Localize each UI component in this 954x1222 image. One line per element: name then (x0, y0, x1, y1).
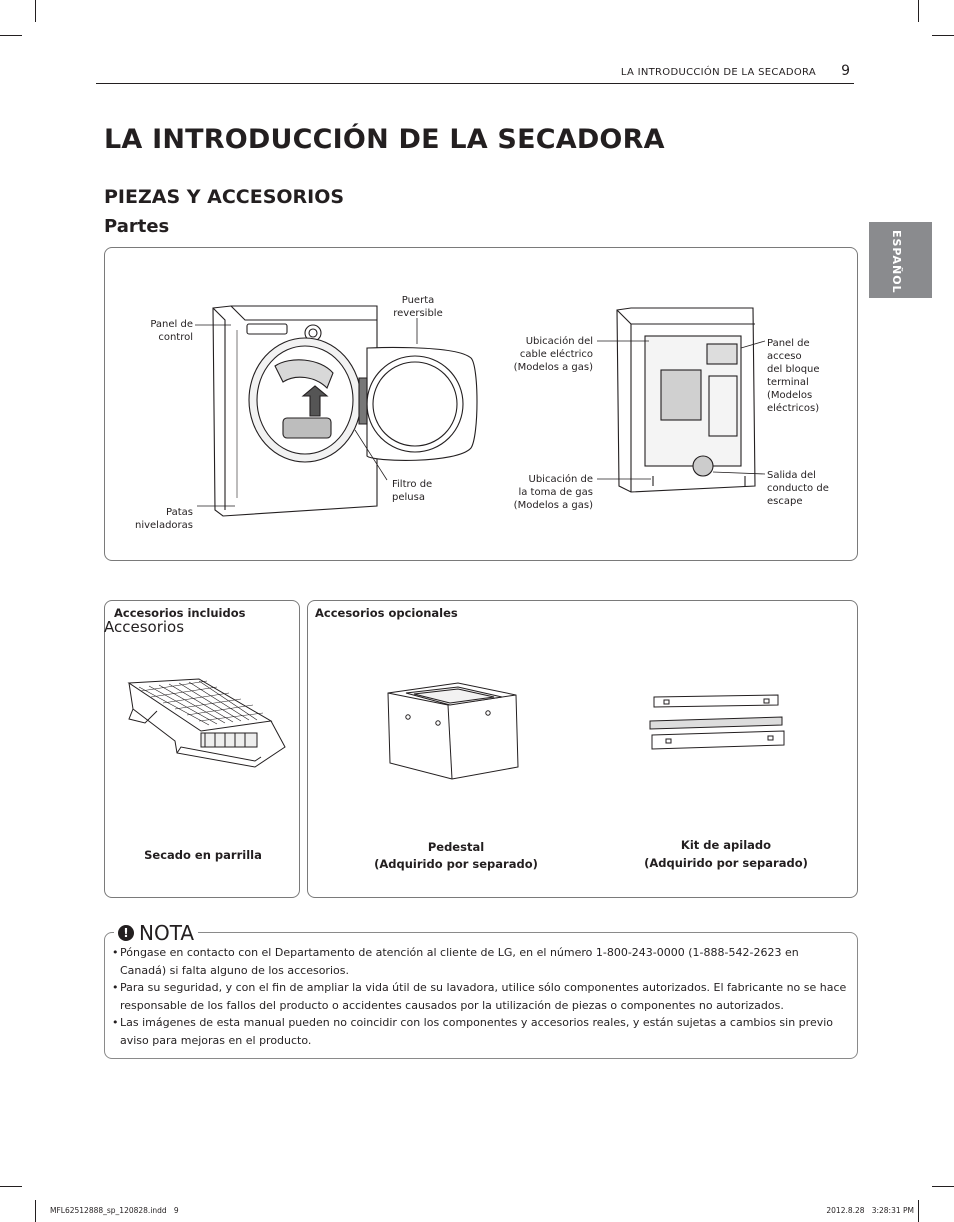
crop-mark (35, 0, 36, 22)
crop-mark (918, 1200, 919, 1222)
language-tab (869, 222, 932, 298)
page-number: 9 (841, 63, 850, 79)
stacking-kit-shape (650, 695, 784, 749)
label-exhaust-outlet: Salida del conducto de escape (767, 470, 829, 507)
optional-accessories-heading: Accesorios opcionales (315, 606, 458, 620)
crop-mark (918, 0, 919, 22)
label-reversible-door: Puerta reversible (393, 295, 443, 319)
exclamation-icon: ! (118, 925, 134, 941)
crop-mark (932, 35, 954, 36)
subsection-title: Partes (104, 216, 170, 237)
note-list (112, 944, 847, 1049)
rack-caption: Secado en parrilla (144, 848, 262, 862)
stacking-subcaption: (Adquirido por separado) (644, 856, 808, 870)
accessories-heading: Accesorios (104, 618, 185, 636)
running-header (96, 62, 854, 84)
optional-accessories-panel (307, 600, 858, 898)
label-leveling-feet: Patas niveladoras (134, 507, 193, 531)
footer-timestamp: 2012.8.28 3:28:31 PM (826, 1206, 914, 1215)
page-title: LA INTRODUCCIÓN DE LA SECADORA (104, 124, 665, 155)
optional-accessories-illustration (308, 601, 859, 899)
reversible-door (367, 347, 477, 460)
note-item: • Para su seguridad, y con el fin de ampliar la vida útil de su lavadora, utilice sólo componentes autorizados. El fabricante no se hace responsable de los fallos del producto o accidentes causados por la utilización de piezas o componentes no autorizados. (112, 979, 847, 1014)
crop-mark (932, 1186, 954, 1187)
section-title: PIEZAS Y ACCESORIOS (104, 186, 345, 208)
label-control-panel: Panel de control (150, 319, 193, 343)
footer-file-slug: MFL62512888_sp_120828.indd 9 (50, 1206, 179, 1215)
label-power-cord: Ubicación del cable eléctrico (Modelos a gas) (513, 336, 593, 373)
note-item: • Las imágenes de esta manual pueden no coincidir con los componentes y accesorios reales, y están sujetas a cambios sin previo aviso para mejoras en el producto. (112, 1014, 847, 1049)
exhaust-outlet (693, 456, 713, 476)
crop-mark (0, 1186, 22, 1187)
label-gas-inlet: Ubicación de la toma de gas (Modelos a gas) (513, 474, 593, 511)
stacking-caption: Kit de apilado (680, 838, 772, 852)
label-terminal-panel: Panel de acceso del bloque terminal (Modelos eléctricos) (767, 338, 820, 414)
crop-mark (35, 1200, 36, 1222)
label-lint-filter: Filtro de pelusa (392, 479, 433, 503)
included-accessories-panel (104, 600, 300, 898)
running-title: LA INTRODUCCIÓN DE LA SECADORA (620, 67, 816, 78)
terminal-block-panel (707, 344, 737, 364)
note-title-text: NOTA (139, 921, 195, 945)
crop-mark (0, 35, 22, 36)
parts-illustration (105, 248, 859, 562)
parts-panel (104, 247, 858, 561)
language-tab-label: ESPAÑOL (890, 230, 903, 294)
pedestal-subcaption: (Adquirido por separado) (374, 857, 538, 871)
included-accessories-heading: Accesorios incluidos (114, 606, 246, 620)
lint-filter (283, 418, 331, 438)
pedestal-caption: Pedestal (427, 840, 485, 854)
note-item: • Póngase en contacto con el Departamento de atención al cliente de LG, en el número 1-800-243-0000 (1-888-542-2623 en Canadá) si falta alguno de los accesorios. (112, 944, 847, 979)
